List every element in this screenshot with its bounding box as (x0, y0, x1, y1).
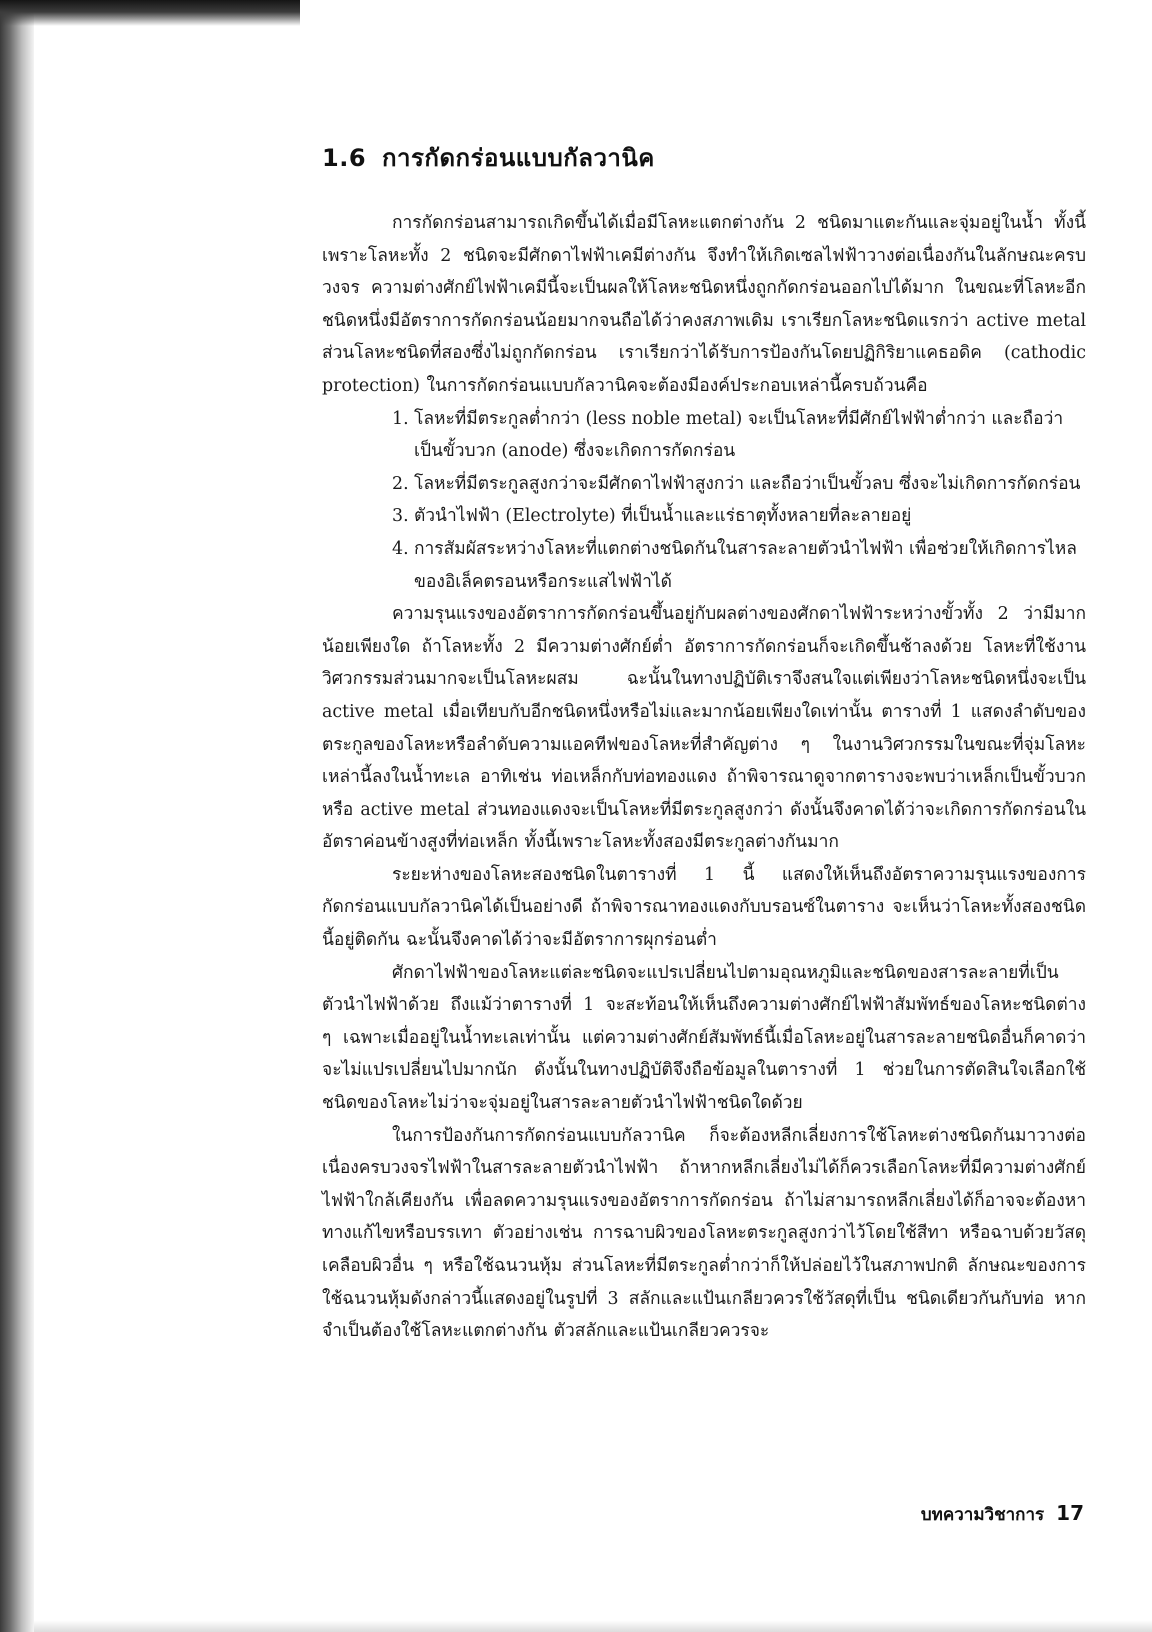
scan-shadow-bottom (34, 1620, 1152, 1632)
intro-paragraph: การกัดกร่อนสามารถเกิดขึ้นได้เมื่อมีโลหะแตกต่างกัน 2 ชนิดมาแตะกันและจุ่มอยู่ในน้ำ ทั้งนี้เพราะโลหะทั้ง 2 ชนิดจะมีศักดาไฟฟ้าเคมีต่างกัน จึงทำให้เกิดเซลไฟฟ้าวางต่อเนื่องกันในลักษณะครบวงจร ความต่างศักย์ไฟฟ้าเคมีนี้จะเป็นผลให้โลหะชนิดหนึ่งถูกกัดกร่อนออกไปได้มาก ในขณะที่โลหะอีกชนิดหนึ่งมีอัตราการกัดกร่อนน้อยมากจนถือได้ว่าคงสภาพเดิม เราเรียกโลหะชนิดแรกว่า active metal ส่วนโลหะชนิดที่สองซึ่งไม่ถูกกัดกร่อน เราเรียกว่าได้รับการป้องกันโดยปฏิกิริยาแคธอดิค (cathodic protection) ในการกัดกร่อนแบบกัลวานิคจะต้องมีองค์ประกอบเหล่านี้ครบถ้วนคือ (322, 213, 1086, 396)
list-item (322, 403, 1086, 468)
list-item-text: โลหะที่มีตระกูลสูงกว่าจะมีศักดาไฟฟ้าสูงกว่า และถือว่าเป็นขั้วลบ ซึ่งจะไม่เกิดการกัดกร่อน (414, 473, 1081, 494)
requirements-list (322, 403, 1086, 599)
section-heading (322, 138, 1086, 177)
footer-label: บทความวิชาการ (920, 1505, 1045, 1525)
list-item-number: 4. (392, 538, 409, 559)
list-item-number: 3. (392, 506, 409, 527)
list-item-number: 2. (392, 473, 409, 494)
list-item (322, 533, 1086, 598)
list-item (322, 500, 1086, 533)
body-paragraph: ในการป้องกันการกัดกร่อนแบบกัลวานิค ก็จะต้องหลีกเลี่ยงการใช้โลหะต่างชนิดกันมาวางต่อเนื่องครบวงจรไฟฟ้าในสารละลายตัวนำไฟฟ้า ถ้าหากหลีกเลี่ยงไม่ได้ก็ควรเลือกโลหะที่มีความต่างศักย์ไฟฟ้าใกล้เคียงกัน เพื่อลดความรุนแรงของอัตราการกัดกร่อน ถ้าไม่สามารถหลีกเลี่ยงได้ก็อาจจะต้องหาทางแก้ไขหรือบรรเทา ตัวอย่างเช่น การฉาบผิวของโลหะตระกูลสูงกว่าไว้โดยใช้สีทา หรือฉาบด้วยวัสดุเคลือบผิวอื่น ๆ หรือใช้ฉนวนหุ้ม ส่วนโลหะที่มีตระกูลต่ำกว่าก็ให้ปล่อยไว้ในสภาพปกติ ลักษณะของการใช้ฉนวนหุ้มดังกล่าวนี้แสดงอยู่ในรูปที่ 3 สลักและแป้นเกลียวควรใช้วัสดุที่เป็น ชนิดเดียวกันกับท่อ หากจำเป็นต้องใช้โลหะแตกต่างกัน ตัวสลักและแป้นเกลียวควรจะ (322, 1125, 1086, 1342)
list-item-text: ตัวนำไฟฟ้า (Electrolyte) ที่เป็นน้ำและแร่ธาตุทั้งหลายที่ละลายอยู่ (414, 506, 912, 527)
body-paragraph: ศักดาไฟฟ้าของโลหะแต่ละชนิดจะแปรเปลี่ยนไปตามอุณหภูมิและชนิดของสารละลายที่เป็นตัวนำไฟฟ้าด้วย ถึงแม้ว่าตารางที่ 1 จะสะท้อนให้เห็นถึงความต่างศักย์ไฟฟ้าสัมพัทธ์ของโลหะชนิดต่าง ๆ เฉพาะเมื่ออยู่ในน้ำทะเลเท่านั้น แต่ความต่างศักย์สัมพัทธ์นี้เมื่อโลหะอยู่ในสารละลายชนิดอื่นก็คาดว่าจะไม่แปรเปลี่ยนไปมากนัก ดังนั้นในทางปฏิบัติจึงถือข้อมูลในตารางที่ 1 ช่วยในการตัดสินใจเลือกใช้ชนิดของโลหะไม่ว่าจะจุ่มอยู่ในสารละลายตัวนำไฟฟ้าชนิดใดด้วย (322, 962, 1086, 1114)
page-number: 17 (1056, 1501, 1084, 1525)
scan-shadow-top (0, 0, 300, 26)
section-title: การกัดกร่อนแบบกัลวานิค (382, 144, 655, 172)
body-paragraph: ความรุนแรงของอัตราการกัดกร่อนขึ้นอยู่กับผลต่างของศักดาไฟฟ้าระหว่างขั้วทั้ง 2 ว่ามีมากน้อยเพียงใด ถ้าโลหะทั้ง 2 มีความต่างศักย์ต่ำ อัตราการกัดกร่อนก็จะเกิดขึ้นช้าลงด้วย โลหะที่ใช้งานวิศวกรรมส่วนมากจะเป็นโลหะผสม ฉะนั้นในทางปฏิบัติเราจึงสนใจแต่เพียงว่าโลหะชนิดหนึ่งจะเป็น active metal เมื่อเทียบกับอีกชนิดหนึ่งหรือไม่และมากน้อยเพียงใดเท่านั้น ตารางที่ 1 แสดงลำดับของตระกูลของโลหะหรือลำดับความแอคทีฟของโลหะที่สำคัญต่าง ๆ ในงานวิศวกรรมในขณะที่จุ่มโลหะเหล่านี้ลงในน้ำทะเล อาทิเช่น ท่อเหล็กกับท่อทองแดง ถ้าพิจารณาดูจากตารางจะพบว่าเหล็กเป็นขั้วบวกหรือ active metal ส่วนทองแดงจะเป็นโลหะที่มีตระกูลสูงกว่า ดังนั้นจึงคาดได้ว่าจะเกิดการกัดกร่อนในอัตราค่อนข้างสูงที่ท่อเหล็ก ทั้งนี้เพราะโลหะทั้งสองมีตระกูลต่างกันมาก (322, 604, 1086, 853)
list-item-text: การสัมผัสระหว่างโลหะที่แตกต่างชนิดกันในสารละลายตัวนำไฟฟ้า เพื่อช่วยให้เกิดการไหลของอิเล็คตรอนหรือกระแสไฟฟ้าได้ (414, 538, 1077, 592)
list-item (322, 468, 1086, 501)
section-number: 1.6 (322, 144, 367, 172)
document-page (322, 138, 1086, 1348)
list-item-number: 1. (392, 408, 409, 429)
scan-shadow-left (0, 0, 34, 1632)
page-footer (921, 1501, 1084, 1528)
body-paragraph: ระยะห่างของโลหะสองชนิดในตารางที่ 1 นี้ แสดงให้เห็นถึงอัตราความรุนแรงของการกัดกร่อนแบบกัลวานิคได้เป็นอย่างดี ถ้าพิจารณาทองแดงกับบรอนซ์ในตาราง จะเห็นว่าโลหะทั้งสองชนิดนี้อยู่ติดกัน ฉะนั้นจึงคาดได้ว่าจะมีอัตราการผุกร่อนต่ำ (322, 864, 1086, 951)
list-item-text: โลหะที่มีตระกูลต่ำกว่า (less noble metal) จะเป็นโลหะที่มีศักย์ไฟฟ้าต่ำกว่า และถือว่าเป็นขั้วบวก (anode) ซึ่งจะเกิดการกัดกร่อน (414, 408, 1064, 462)
